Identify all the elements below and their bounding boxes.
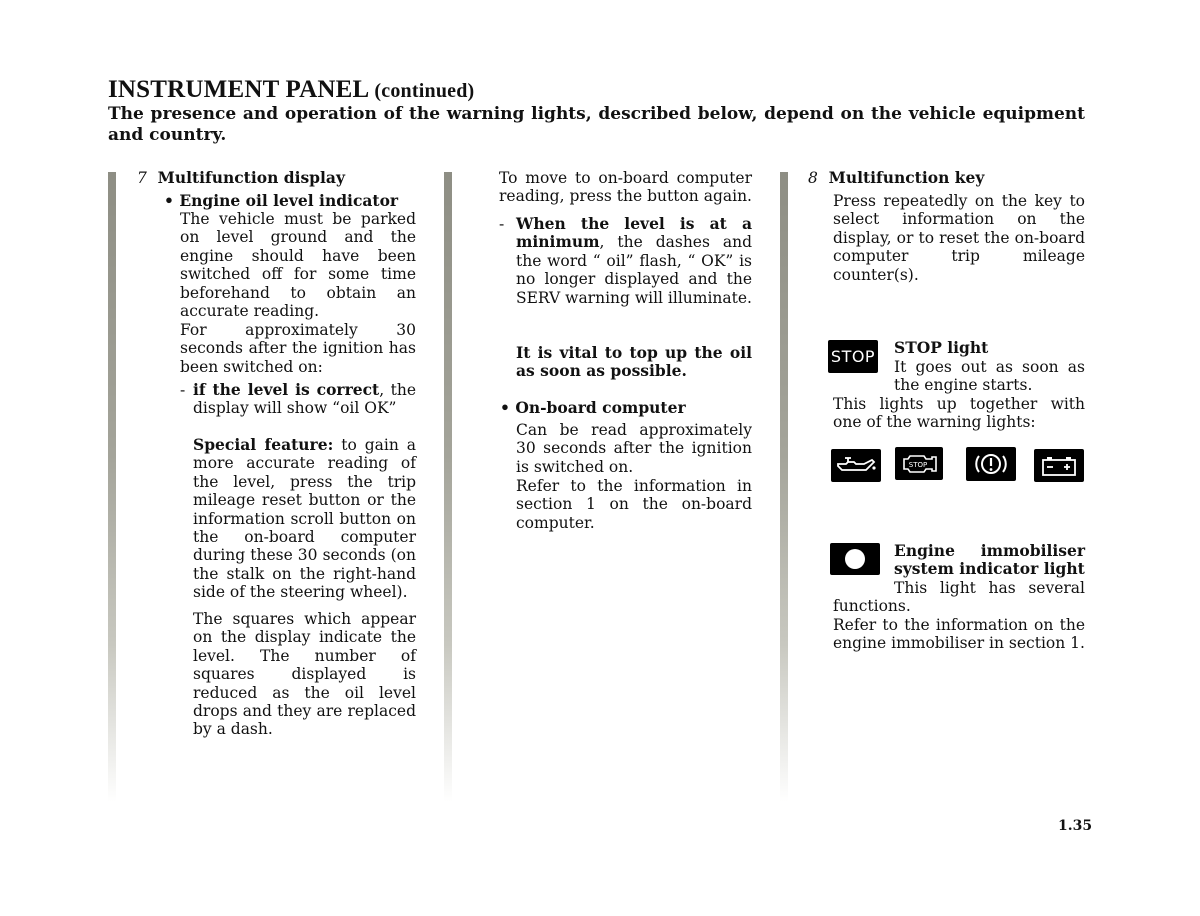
stop-text2: This lights up together with one of the warning lights: <box>833 395 1085 432</box>
brake-icon <box>966 447 1016 481</box>
col1-special <box>193 436 416 602</box>
col1-special-rest: to gain a more accurate reading of the level, press the trip mileage reset button or the information scroll button on the on-board computer during these 30 seconds (on the stalk on the right-hand side of the steering wheel). <box>193 436 416 602</box>
col1-para2: For approximately 30 seconds after the ignition has been switched on: <box>180 321 416 376</box>
column-bar-2 <box>444 172 452 802</box>
col3-item-title: Multifunction key <box>828 168 985 187</box>
col2-vital: It is vital to top up the oil as soon as possible. <box>516 343 752 381</box>
title-suffix: (continued) <box>374 80 475 102</box>
stop-icon-label: STOP <box>830 347 876 366</box>
svg-text:STOP: STOP <box>908 460 928 469</box>
col2-para1: To move to on-board computer reading, press the button again. <box>499 169 752 206</box>
col1-para3: The squares which appear on the display indicate the level. The number of squares displayed is reduced as the oil level drops and they are replaced by a dash. <box>193 610 416 739</box>
stop-title: STOP light <box>894 338 989 357</box>
column-bar-1 <box>108 172 116 802</box>
col1-heading <box>137 169 417 187</box>
col1-special-bold: Special feature: <box>193 435 334 454</box>
battery-icon <box>1034 449 1084 482</box>
page-number: 1.35 <box>1058 818 1093 834</box>
title-main: INSTRUMENT PANEL <box>108 76 368 103</box>
page-title <box>108 76 474 104</box>
col3-heading <box>808 169 1088 187</box>
stop-icon <box>828 340 878 373</box>
col1-para1: The vehicle must be parked on level ground and the engine should have been switched off for some time beforehand to obtain an accurate reading. <box>180 210 416 321</box>
immob-title: Engine immobiliser system indicator light <box>894 541 1085 579</box>
column-bar-3 <box>780 172 788 802</box>
col2-dash-rest: , the dashes and the word “ oil” flash, “ OK” is no longer displayed and the SERV warning will illuminate. <box>516 233 752 307</box>
engine-stop-icon <box>895 447 943 480</box>
page-subtitle: The presence and operation of the warning lights, described below, depend on the vehicle equipment and country. <box>108 104 1085 145</box>
immobiliser-icon <box>830 543 880 575</box>
col2-dash-item: - When the level is at a minimum, the dashes and the word “ oil” flash, “ OK” is no longer displayed and the SERV warning will illuminate. <box>499 214 752 307</box>
immob-text1: This light has several functions. <box>833 579 1085 616</box>
col1-item-title: Multifunction display <box>157 168 345 187</box>
col1-bullet-heading: • Engine oil level indicator <box>164 191 399 210</box>
col1-bullet-title: Engine oil level indicator <box>179 191 399 210</box>
oil-pressure-icon <box>831 449 881 482</box>
col1-item-number: 7 <box>137 169 147 187</box>
col1-dash-rest: , the display will show “oil OK” <box>193 381 416 418</box>
col2-bullet-title: On-board computer <box>515 398 686 417</box>
col1-dash-item: - if the level is correct, the display will show “oil OK” <box>180 380 416 418</box>
col2-para2: Can be read approximately 30 seconds after the ignition is switched on. <box>516 421 752 476</box>
col1-dash-bold: if the level is correct <box>193 380 380 399</box>
col3-para1: Press repeatedly on the key to select information on the display, or to reset the on-board computer trip mileage counter(s). <box>833 192 1085 284</box>
col2-para3: Refer to the information in section 1 on the on-board computer. <box>516 477 752 532</box>
immob-text2: Refer to the information on the engine immobiliser in section 1. <box>833 616 1085 653</box>
col3-item-number: 8 <box>808 169 818 187</box>
col2-bullet-heading: • On-board computer <box>500 398 686 417</box>
col2-dash-bold: When the level is at a minimum <box>516 214 752 252</box>
stop-text1: It goes out as soon as the engine starts. <box>894 358 1085 395</box>
